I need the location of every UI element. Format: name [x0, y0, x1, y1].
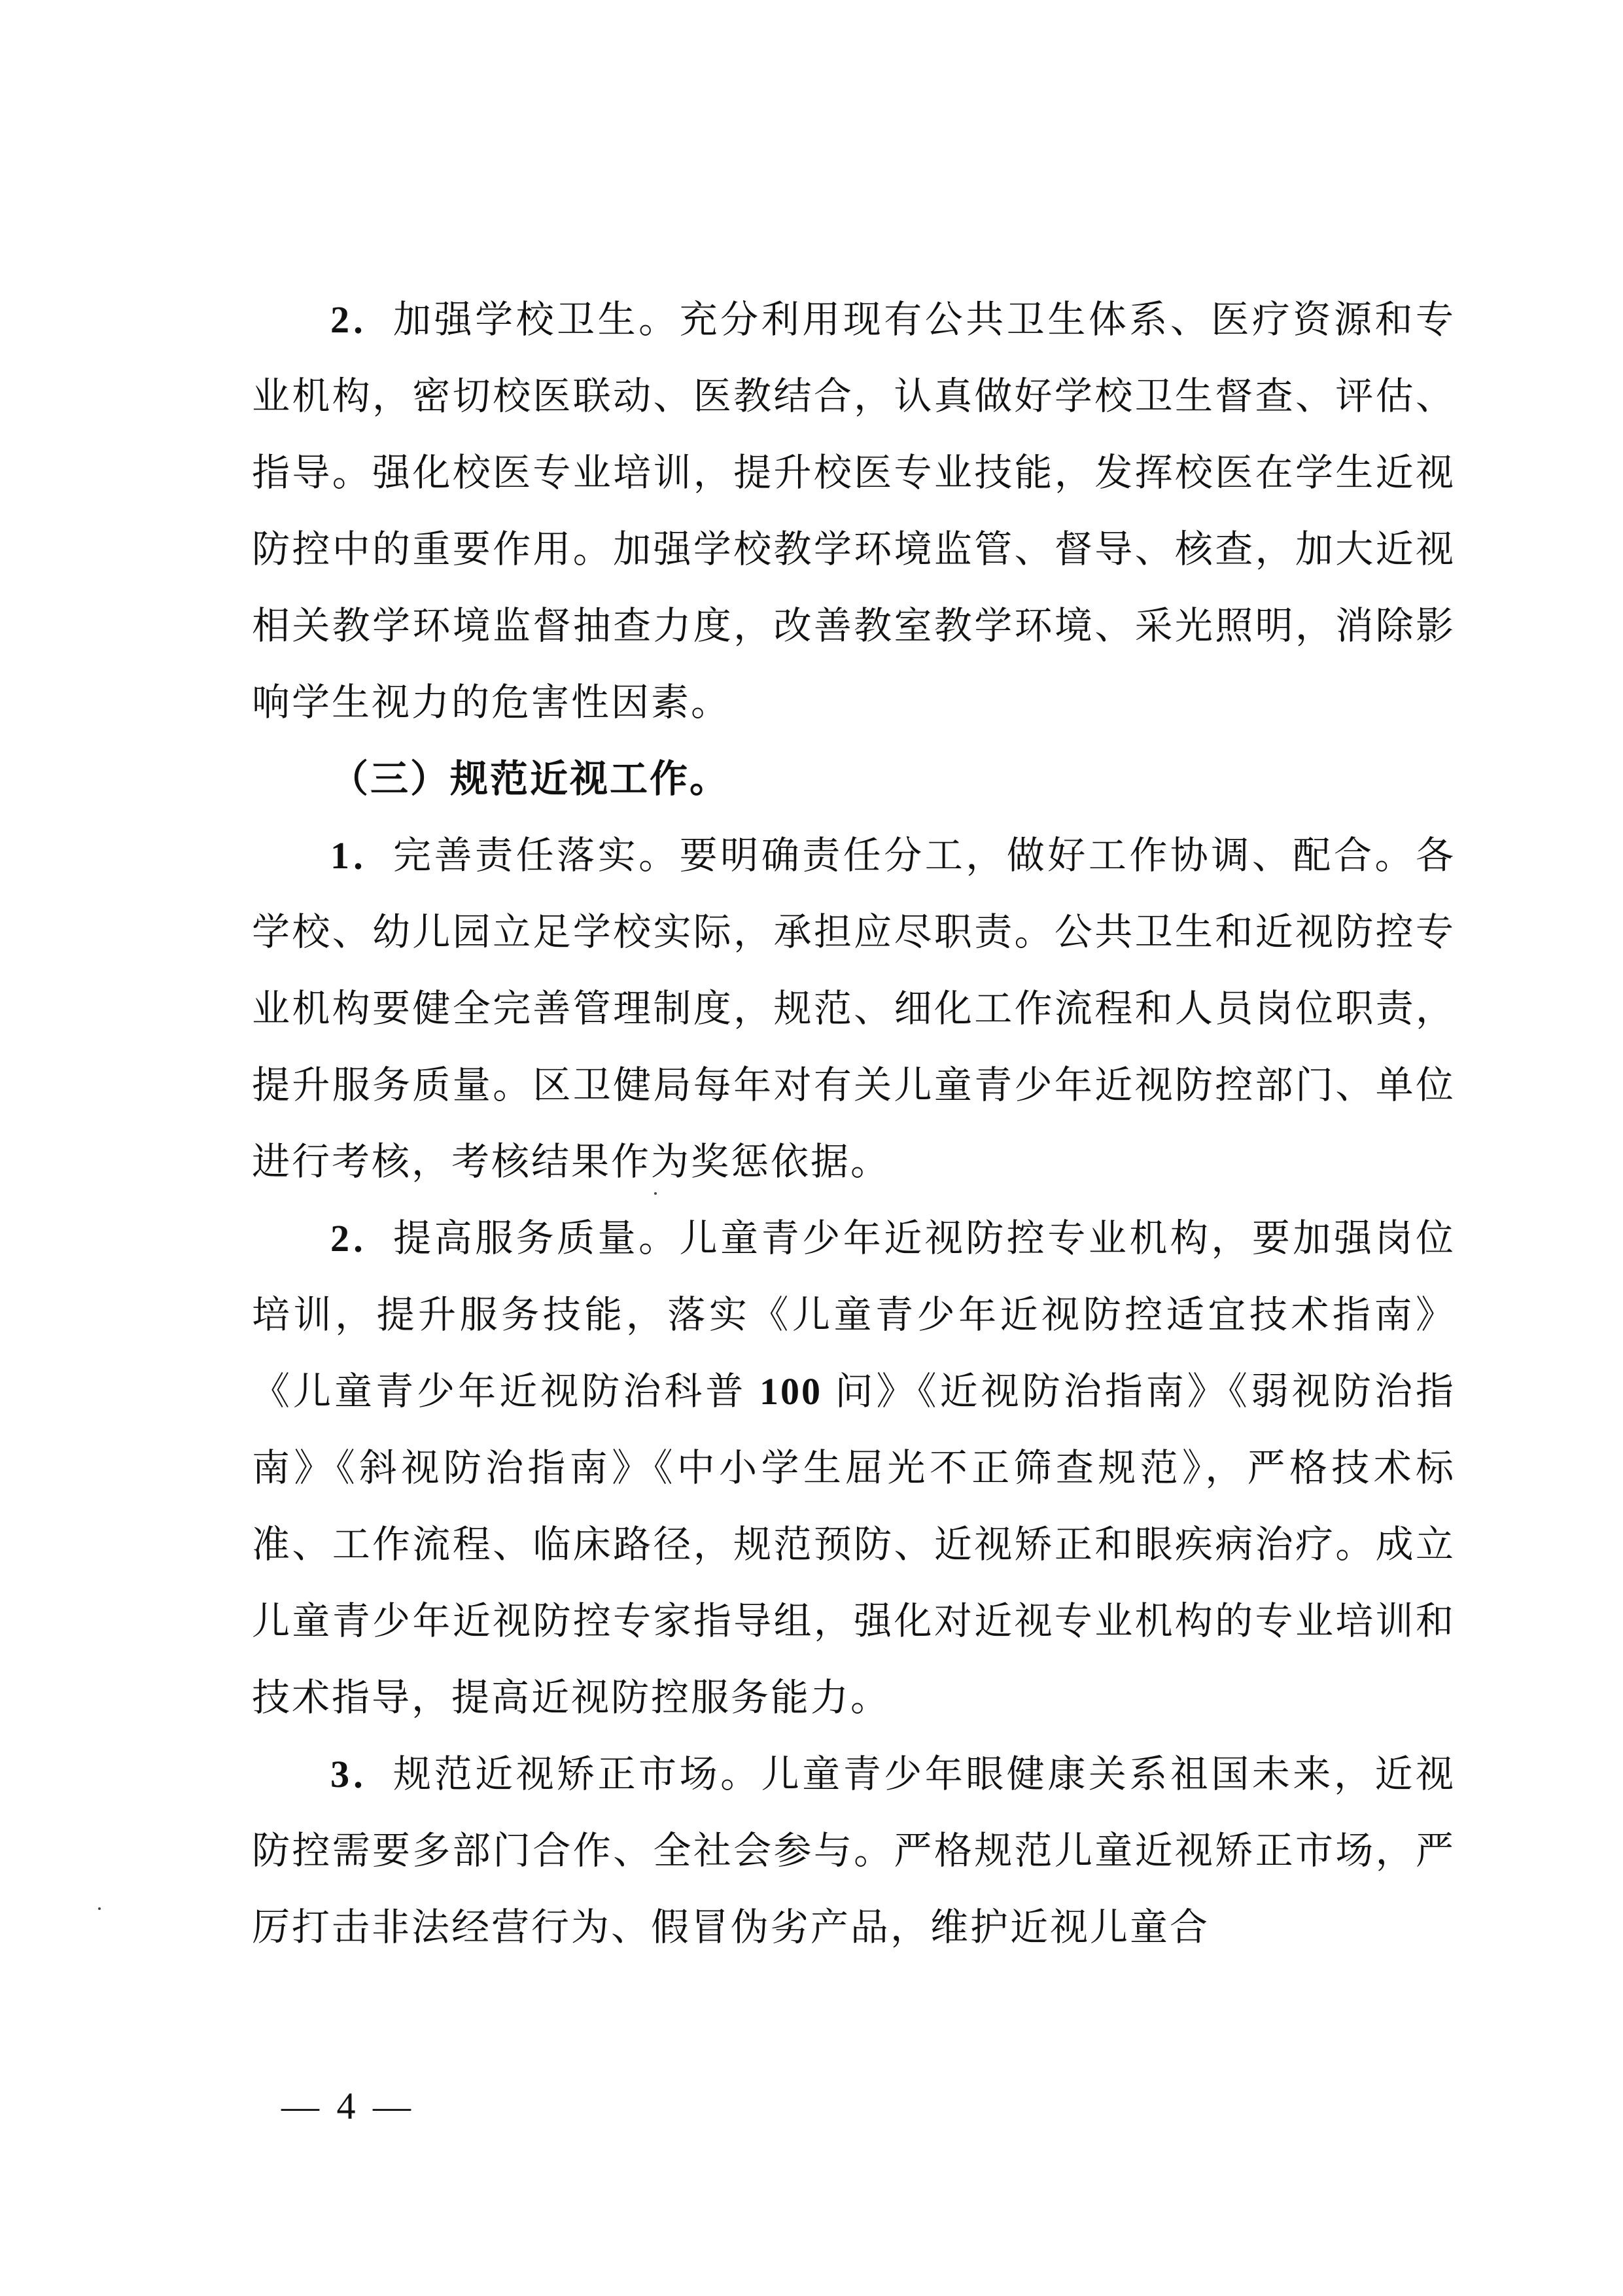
document-body: [252, 281, 1456, 1966]
paragraph-text: 提高服务质量。儿童青少年近视防控专业机构，要加强岗位培训，提升服务技能，落实《儿童青少年近视防控适宜技术指南》《儿童青少年近视防治科普: [252, 1216, 1456, 1413]
item-number: 2．: [330, 1217, 394, 1260]
item-number: 3．: [330, 1753, 394, 1795]
paragraph-text-continued: 问》《近视防治指南》《弱视防治指南》《斜视防治指南》《中小学生屈光不正筛查规范》，严格技术标准、工作流程、临床路径，规范预防、近视矫正和眼疾病治疗。成立儿童青少年近视防控专家指导组，强化对近视专业机构的专业培训和技术指导，提高近视防控服务能力。: [252, 1369, 1456, 1720]
item-number: 1．: [330, 834, 394, 877]
scan-speck: [98, 1907, 101, 1910]
item-number: 2．: [330, 298, 394, 341]
paragraph-text: 完善责任落实。要明确责任分工，做好工作协调、配合。各学校、幼儿园立足学校实际，承担应尽职责。公共卫生和近视防控专业机构要健全完善管理制度，规范、细化工作流程和人员岗位职责，提升服务质量。区卫健局每年对有关儿童青少年近视防控部门、单位进行考核，考核结果作为奖惩依据。: [252, 833, 1456, 1184]
paragraph-responsibility: [252, 817, 1456, 1200]
paragraph-text: 加强学校卫生。充分利用现有公共卫生体系、医疗资源和专业机构，密切校医联动、医教结合，认真做好学校卫生督查、评估、指导。强化校医专业培训，提升校医专业技能，发挥校医在学生近视防控中的重要作用。加强学校教学环境监管、督导、核查，加大近视相关教学环境监督抽查力度，改善教室教学环境、采光照明，消除影响学生视力的危害性因素。: [252, 297, 1456, 724]
page-number: — 4 —: [281, 2085, 415, 2127]
scan-speck: [654, 1192, 657, 1195]
bold-number: 100: [746, 1370, 835, 1413]
section-heading-standardize-work: （三）规范近视工作。: [330, 756, 730, 801]
paragraph-service-quality: [252, 1200, 1456, 1736]
paragraph-school-hygiene: [252, 281, 1456, 741]
paragraph-text: 规范近视矫正市场。儿童青少年眼健康关系祖国未来，近视防控需要多部门合作、全社会参与。严格规范儿童近视矫正市场，严厉打击非法经营行为、假冒伪劣产品，维护近视儿童合: [252, 1752, 1456, 1949]
paragraph-correction-market: [252, 1736, 1456, 1966]
